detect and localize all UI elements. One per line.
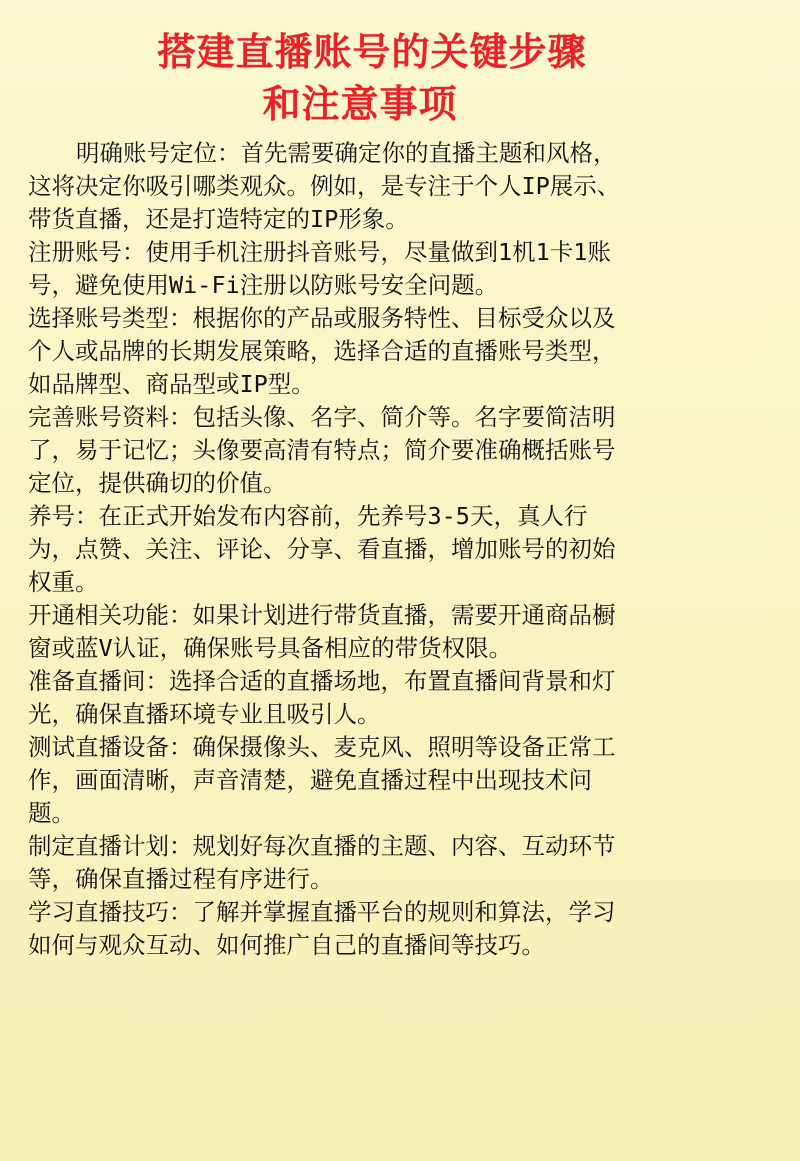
paragraph-line: 开通相关功能：如果计划进行带货直播，需要开通商品橱 [28,601,616,629]
paragraph-line: 制定直播计划：规划好每次直播的主题、内容、互动环节 [28,832,616,860]
paragraph-line: 权重。 [28,568,99,596]
paragraph-line: 带货直播，还是打造特定的IP形象。 [28,205,409,233]
paragraph-line: 如何与观众互动、如何推广自己的直播间等技巧。 [28,931,545,959]
title-line-2: 和注意事项 [262,82,458,126]
paragraph-line: 测试直播设备：确保摄像头、麦克风、照明等设备正常工 [28,733,616,761]
paragraph-line: 了，易于记忆；头像要高清有特点；简介要准确概括账号 [28,436,616,464]
paragraph-line: 个人或品牌的长期发展策略，选择合适的直播账号类型， [28,337,616,365]
paragraph-line: 等，确保直播过程有序进行。 [28,865,334,893]
paragraph-line: 注册账号：使用手机注册抖音账号，尽量做到1机1卡1账 [28,238,611,266]
paragraph-line: 窗或蓝V认证，确保账号具备相应的带货权限。 [28,634,513,662]
title-line-1: 搭建直播账号的关键步骤 [157,30,587,74]
paragraph-line: 准备直播间：选择合适的直播场地，布置直播间背景和灯 [28,667,616,695]
body-text [28,137,778,962]
paragraph-line: 这将决定你吸引哪类观众。例如，是专注于个人IP展示、 [28,172,621,200]
paragraph-line: 作，画面清晰，声音清楚，避免直播过程中出现技术问 [28,766,592,794]
paragraph-line: 明确账号定位：首先需要确定你的直播主题和风格， [76,139,617,167]
paragraph-line: 学习直播技巧：了解并掌握直播平台的规则和算法，学习 [28,898,616,926]
paragraph-line: 题。 [28,799,75,827]
paragraph-line: 光，确保直播环境专业且吸引人。 [28,700,381,728]
paragraph-line: 号，避免使用Wi-Fi注册以防账号安全问题。 [28,271,499,299]
paragraph-line: 选择账号类型：根据你的产品或服务特性、目标受众以及 [28,304,616,332]
paragraph-line: 完善账号资料：包括头像、名字、简介等。名字要简洁明 [28,403,616,431]
paragraph-line: 如品牌型、商品型或IP型。 [28,370,315,398]
paragraph-line: 定位，提供确切的价值。 [28,469,287,497]
paragraph-line: 为，点赞、关注、评论、分享、看直播，增加账号的初始 [28,535,616,563]
paragraph-line: 养号：在正式开始发布内容前，先养号3-5天，真人行 [28,502,588,530]
